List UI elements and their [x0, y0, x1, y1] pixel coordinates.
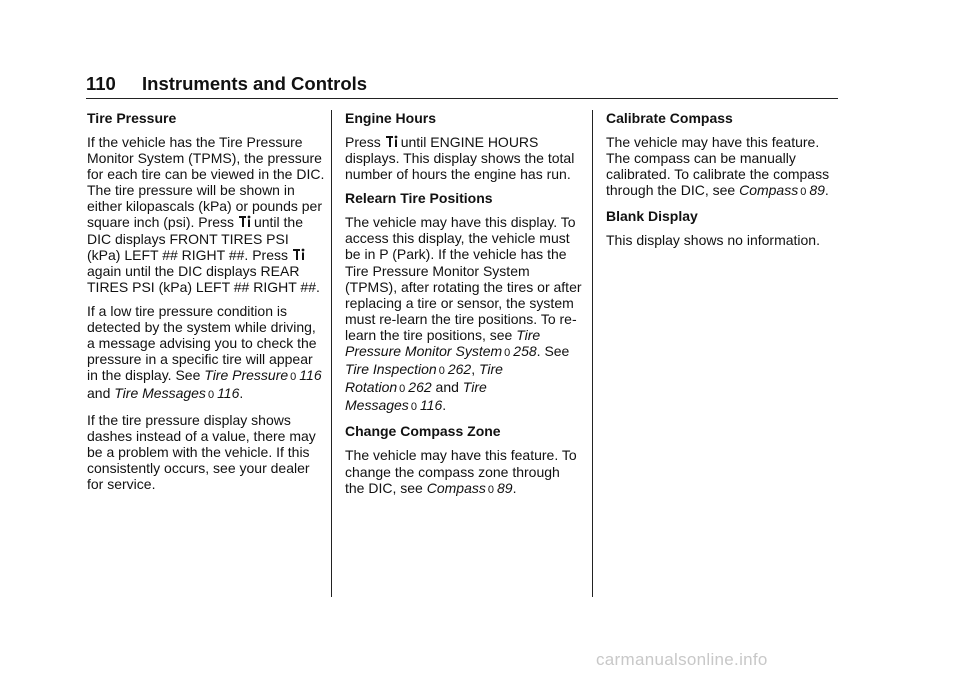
paragraph: Press until ENGINE HOURS displays. This display shows the total number of hours the engine has run. [345, 134, 575, 183]
paragraph: The vehicle may have this feature. To change the compass zone through the DIC, see Compass 0 89. [345, 447, 577, 496]
page-ref[interactable]: 116 [419, 397, 443, 414]
section-heading: Change Compass Zone [345, 423, 501, 440]
page-ref-arrow-icon: 0 [438, 365, 445, 378]
section-heading: Relearn Tire Positions [345, 190, 493, 207]
vehicle-info-icon [238, 215, 253, 228]
xref-link[interactable]: Tire Messages [114, 385, 206, 402]
page-ref-arrow-icon: 0 [504, 347, 511, 360]
paragraph: If the tire pressure display shows dashes instead of a value, there may be a problem with the vehicle. If this consistently occurs, see your dealer for service. [87, 411, 316, 492]
column-3 [606, 110, 844, 256]
xref-link[interactable]: Tire Pressure [204, 367, 289, 384]
section-heading: Tire Pressure [87, 110, 177, 126]
page-ref-arrow-icon: 0 [410, 401, 417, 414]
page-ref-arrow-icon: 0 [207, 389, 215, 402]
column-1 [87, 110, 325, 500]
paragraph: If the vehicle has the Tire Pressure Monitor System (TPMS), the pressure for each tire can be viewed in the DIC. The tire pressure will be shown in either kilopascals (kPa) or pounds per square inch (psi). Press until the DIC displays FRONT TIRES PSI (kPa) LEFT ## RIGHT ##. Press again until the DIC displays REAR TIRES PSI (kPa) LEFT ## RIGHT ##. [87, 134, 325, 295]
page-ref-arrow-icon: 0 [800, 186, 807, 199]
watermark: carmanualsonline.info [596, 650, 768, 669]
page-title: Instruments and Controls [142, 73, 368, 94]
page-ref-arrow-icon: 0 [487, 483, 494, 496]
page-ref[interactable]: 116 [217, 385, 240, 402]
page-header [86, 70, 838, 99]
column-divider [331, 110, 332, 597]
page-ref[interactable]: 116 [299, 367, 322, 384]
paragraph: The vehicle may have this display. To access this display, the vehicle must be in P (Park). If the vehicle has the Tire Pressure Monitor System (TPMS), after rotating the tires or after replacing a tire or sensor, the system must re-learn the tire positions. To re-learn the tire positions, see Tire Pressure Monitor System 0 258. See Tire Inspection 0 262, Tire Rotation 0 262 and Tire Messages 0 116. [345, 214, 582, 414]
page-ref-arrow-icon: 0 [290, 371, 297, 384]
paragraph: The vehicle may have this feature. The compass can be manually calibrated. To calibrate the compass through the DIC, see Compass 0 89. [606, 134, 830, 199]
vehicle-info-icon [385, 135, 400, 148]
xref-link[interactable]: Tire Messages [345, 379, 487, 414]
column-2 [345, 110, 583, 506]
xref-link[interactable]: Compass [426, 479, 486, 496]
section-heading: Blank Display [606, 208, 698, 225]
column-divider [592, 110, 593, 597]
xref-link[interactable]: Compass [739, 182, 799, 199]
xref-link[interactable]: Tire Pressure Monitor System [345, 326, 541, 360]
paragraph: If a low tire pressure condition is detected by the system while driving, a message advising you to check the pressure in a specific tire will appear in the display. See Tire Pressure 0 116 and Tire Messages 0 116. [87, 302, 322, 402]
page-ref[interactable]: 262 [447, 361, 472, 378]
page-ref-arrow-icon: 0 [399, 383, 406, 396]
vehicle-info-icon [292, 248, 307, 261]
page-ref[interactable]: 89 [496, 479, 513, 496]
page-ref[interactable]: 89 [809, 182, 825, 199]
page-ref[interactable]: 262 [408, 379, 432, 396]
section-heading: Calibrate Compass [606, 110, 733, 126]
section-heading: Engine Hours [345, 110, 437, 126]
xref-link[interactable]: Tire Inspection [345, 361, 437, 378]
page-number: 110 [86, 73, 116, 94]
xref-link[interactable]: Tire Rotation [345, 361, 503, 396]
page-ref[interactable]: 258 [513, 343, 537, 360]
paragraph: This display shows no information. [606, 232, 820, 249]
